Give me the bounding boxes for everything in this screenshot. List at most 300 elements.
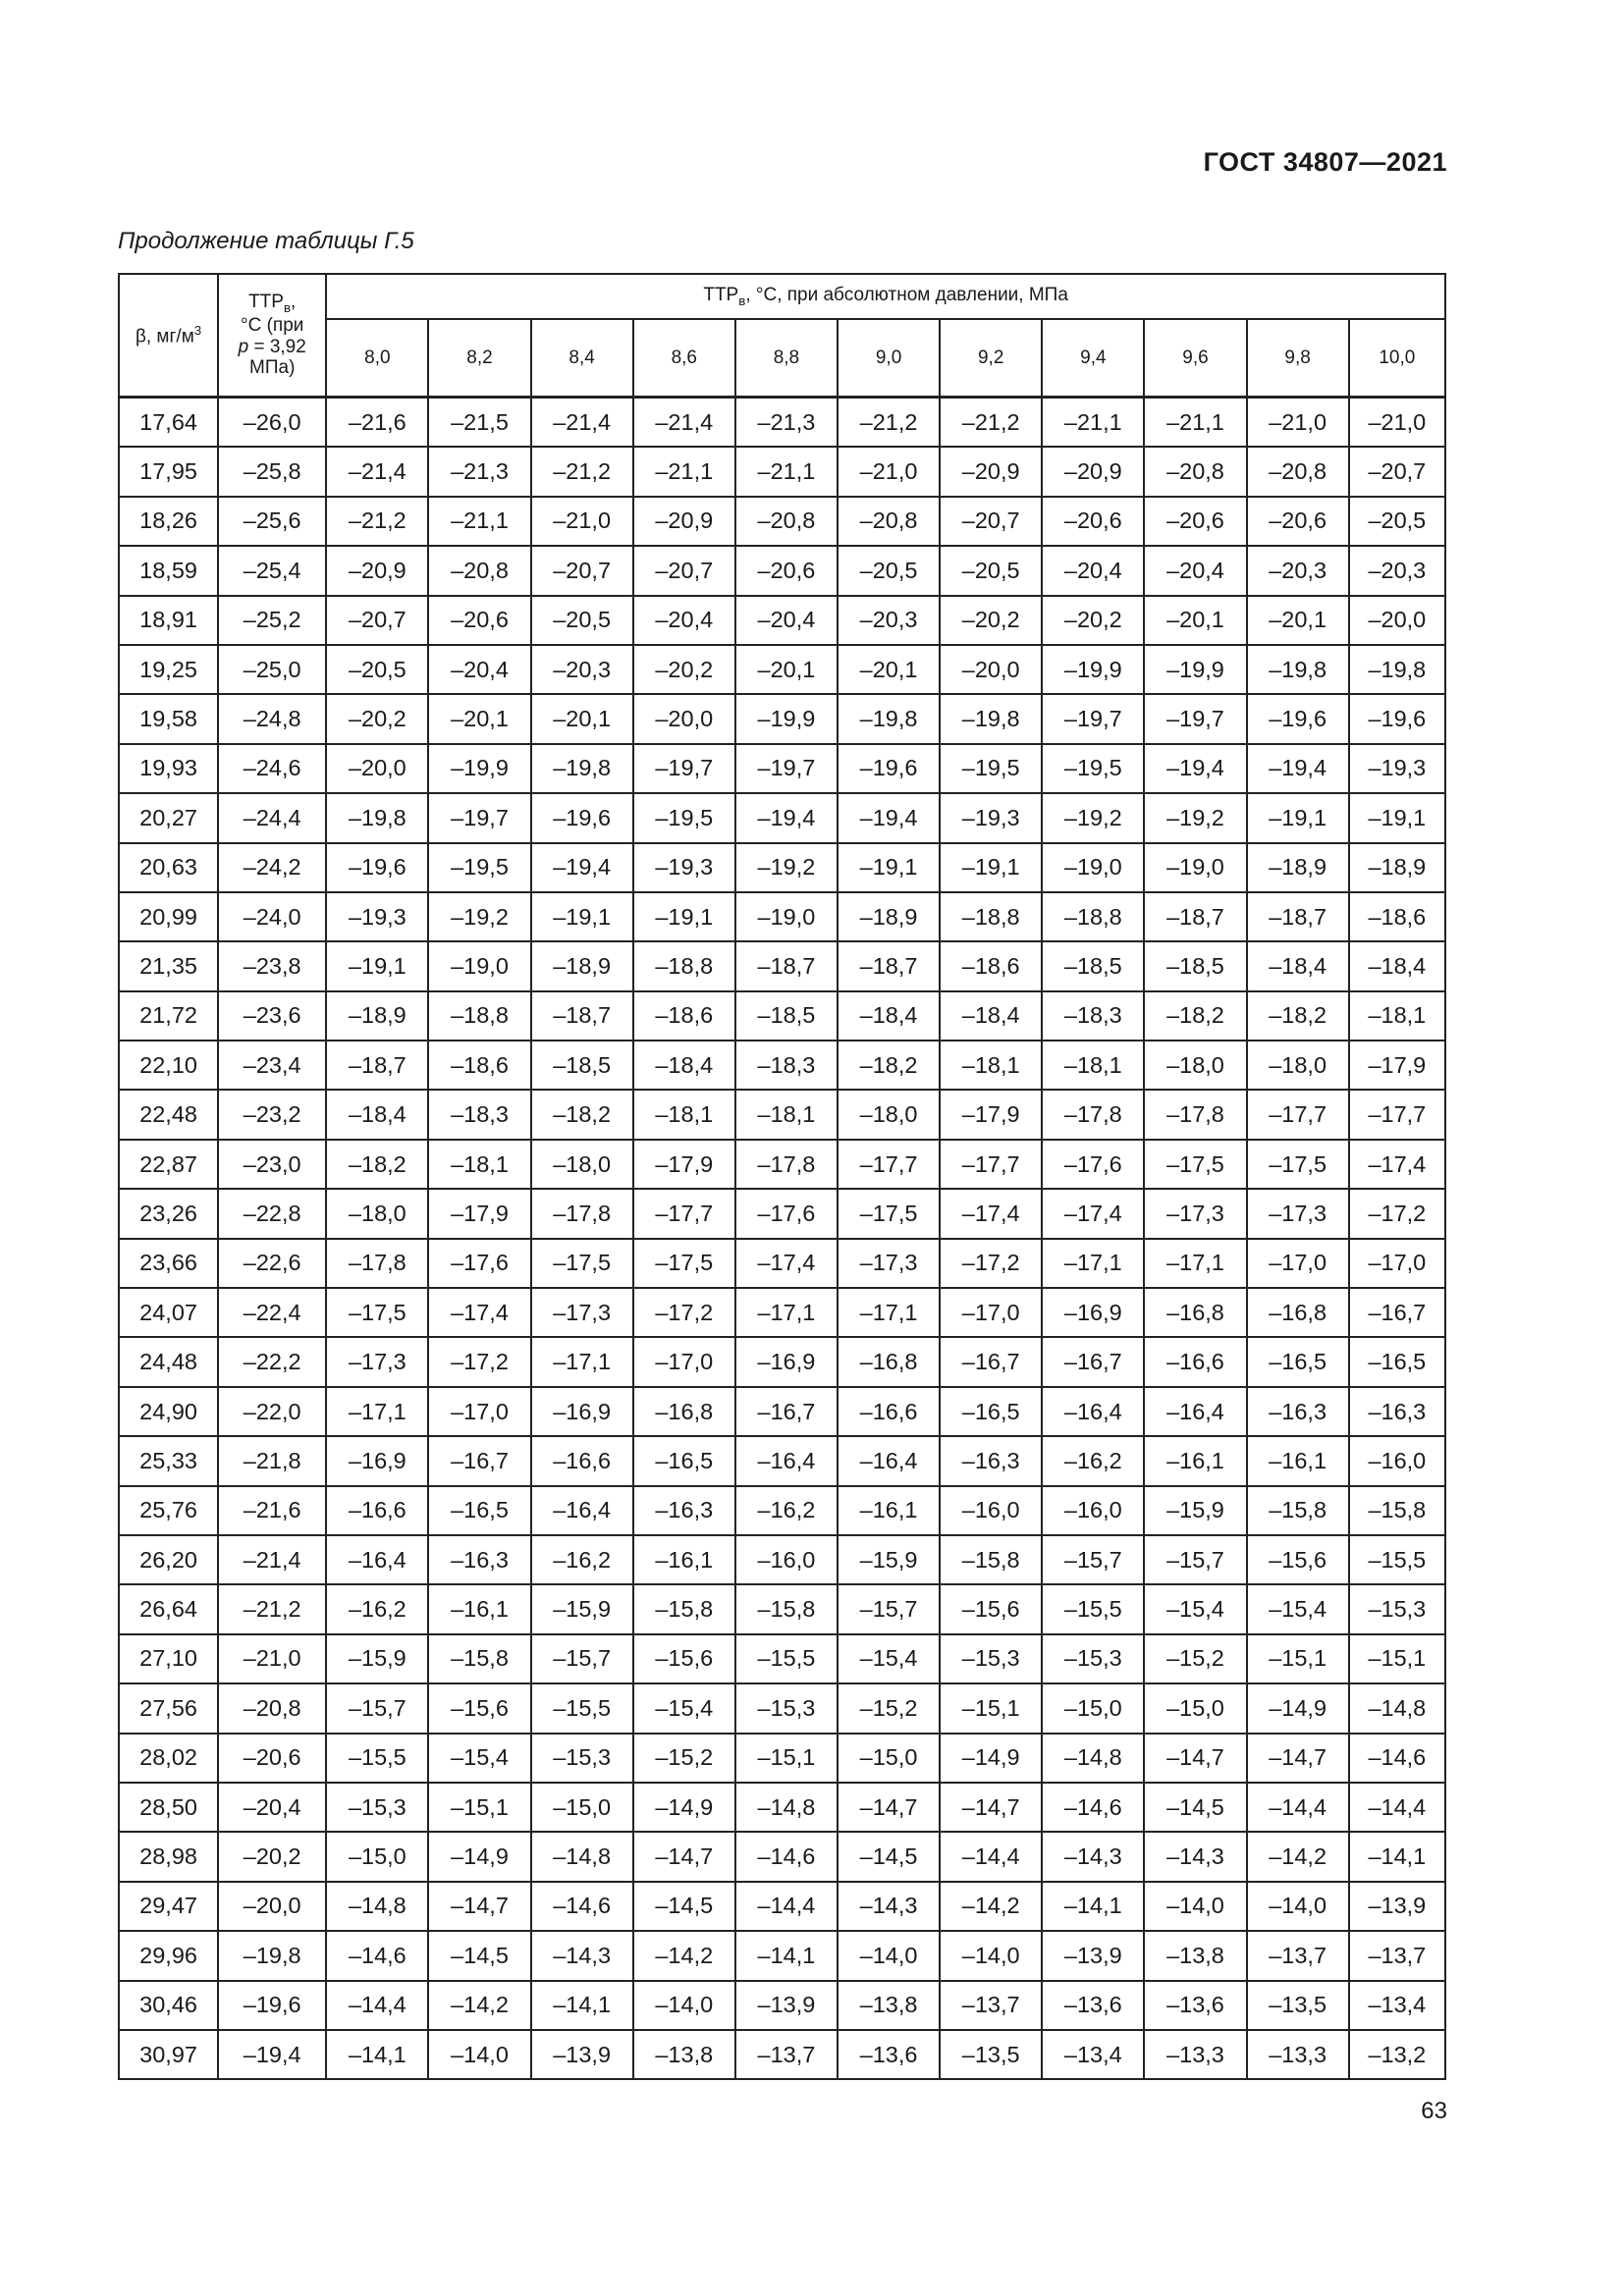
cell-ttr-value: –17,1 [326, 1387, 428, 1436]
cell-ttr-value: –18,2 [326, 1140, 428, 1189]
cell-ttr-value: –21,0 [838, 447, 940, 496]
cell-ttr-value: –19,2 [1144, 793, 1246, 842]
cell-ttr-value: –15,0 [1042, 1683, 1144, 1733]
cell-ttr-value: –19,1 [326, 941, 428, 990]
cell-ttr-value: –19,6 [838, 744, 940, 793]
cell-ttr-value: –21,6 [326, 398, 428, 448]
table-row [119, 1783, 1445, 1832]
cell-ttr-value: –20,7 [633, 546, 735, 595]
cell-ttr-value: –17,9 [428, 1189, 530, 1238]
cell-ttr-value: –15,8 [633, 1584, 735, 1633]
cell-ttr-value: –17,1 [838, 1288, 940, 1337]
cell-ttr-value: –17,0 [1349, 1239, 1445, 1288]
cell-ttr-value: –17,8 [1144, 1090, 1246, 1139]
cell-ttr-value: –16,3 [940, 1436, 1042, 1485]
pressure-header: 8,8 [735, 319, 838, 398]
cell-ttr-value: –15,5 [326, 1734, 428, 1783]
cell-beta: 21,72 [119, 991, 218, 1041]
cell-ttr-value: –15,4 [838, 1634, 940, 1683]
cell-ttr-value: –20,6 [735, 546, 838, 595]
cell-ttr-value: –18,8 [633, 941, 735, 990]
table-row [119, 892, 1445, 941]
cell-ttr-reference: –21,2 [218, 1584, 326, 1633]
cell-ttr-value: –19,2 [1042, 793, 1144, 842]
cell-ttr-value: –16,0 [735, 1535, 838, 1584]
cell-ttr-value: –19,1 [531, 892, 633, 941]
cell-ttr-value: –14,8 [531, 1832, 633, 1881]
table-row [119, 1832, 1445, 1881]
cell-ttr-value: –16,5 [1247, 1337, 1349, 1386]
document-standard-number: ГОСТ 34807—2021 [1203, 147, 1447, 177]
cell-ttr-value: –17,4 [735, 1239, 838, 1288]
table-body [119, 398, 1445, 2080]
cell-ttr-reference: –20,0 [218, 1882, 326, 1931]
cell-ttr-value: –19,0 [428, 941, 530, 990]
cell-ttr-value: –19,6 [1247, 694, 1349, 743]
cell-ttr-value: –19,7 [633, 744, 735, 793]
cell-ttr-value: –15,0 [838, 1734, 940, 1783]
cell-ttr-value: –21,1 [1144, 398, 1246, 448]
cell-ttr-value: –15,4 [633, 1683, 735, 1733]
cell-ttr-value: –18,9 [531, 941, 633, 990]
cell-ttr-value: –21,4 [326, 447, 428, 496]
cell-ttr-value: –18,2 [1144, 991, 1246, 1041]
cell-ttr-value: –21,3 [735, 398, 838, 448]
header-ttr-l3-tail: = 3,92 [248, 336, 306, 357]
cell-ttr-value: –13,2 [1349, 2030, 1445, 2079]
cell-ttr-value: –17,1 [531, 1337, 633, 1386]
cell-ttr-value: –13,7 [940, 1981, 1042, 2030]
cell-ttr-value: –18,5 [1144, 941, 1246, 990]
cell-ttr-value: –15,3 [735, 1683, 838, 1733]
cell-ttr-value: –18,5 [1042, 941, 1144, 990]
cell-ttr-value: –19,4 [1144, 744, 1246, 793]
cell-ttr-value: –19,5 [633, 793, 735, 842]
cell-ttr-value: –16,6 [531, 1436, 633, 1485]
cell-ttr-reference: –23,6 [218, 991, 326, 1041]
cell-ttr-value: –16,1 [1144, 1436, 1246, 1485]
cell-ttr-value: –16,9 [326, 1436, 428, 1485]
cell-ttr-value: –20,6 [428, 596, 530, 645]
cell-beta: 28,50 [119, 1783, 218, 1832]
cell-ttr-value: –17,6 [428, 1239, 530, 1288]
table-row [119, 1189, 1445, 1238]
cell-ttr-value: –20,8 [735, 497, 838, 546]
cell-ttr-value: –17,4 [940, 1189, 1042, 1238]
cell-ttr-value: –18,4 [838, 991, 940, 1041]
cell-ttr-value: –15,6 [1247, 1535, 1349, 1584]
cell-ttr-value: –18,5 [531, 1041, 633, 1090]
cell-ttr-value: –15,6 [940, 1584, 1042, 1633]
cell-ttr-value: –18,4 [633, 1041, 735, 1090]
cell-ttr-value: –19,8 [531, 744, 633, 793]
cell-ttr-value: –21,1 [633, 447, 735, 496]
pressure-header: 9,0 [838, 319, 940, 398]
cell-ttr-value: –16,7 [428, 1436, 530, 1485]
cell-ttr-value: –18,1 [735, 1090, 838, 1139]
cell-ttr-value: –17,1 [1042, 1239, 1144, 1288]
cell-ttr-value: –20,5 [531, 596, 633, 645]
table-row [119, 1734, 1445, 1783]
cell-ttr-value: –18,0 [1247, 1041, 1349, 1090]
cell-ttr-value: –14,6 [735, 1832, 838, 1881]
cell-ttr-value: –21,1 [735, 447, 838, 496]
cell-ttr-value: –19,0 [735, 892, 838, 941]
cell-ttr-value: –20,4 [1042, 546, 1144, 595]
cell-ttr-value: –14,8 [735, 1783, 838, 1832]
cell-ttr-value: –20,5 [940, 546, 1042, 595]
cell-ttr-reference: –23,8 [218, 941, 326, 990]
cell-ttr-value: –17,2 [940, 1239, 1042, 1288]
cell-ttr-value: –19,0 [1144, 843, 1246, 892]
cell-beta: 25,76 [119, 1486, 218, 1535]
cell-ttr-reference: –20,2 [218, 1832, 326, 1881]
cell-ttr-value: –15,1 [735, 1734, 838, 1783]
cell-ttr-value: –20,0 [633, 694, 735, 743]
cell-ttr-value: –17,3 [326, 1337, 428, 1386]
cell-ttr-value: –14,9 [428, 1832, 530, 1881]
cell-ttr-value: –17,1 [1144, 1239, 1246, 1288]
cell-ttr-value: –15,7 [1042, 1535, 1144, 1584]
cell-ttr-value: –14,7 [838, 1783, 940, 1832]
cell-ttr-value: –14,1 [735, 1931, 838, 1980]
cell-ttr-value: –20,3 [531, 645, 633, 694]
cell-ttr-reference: –25,8 [218, 447, 326, 496]
cell-ttr-value: –16,4 [735, 1436, 838, 1485]
cell-ttr-value: –20,8 [1247, 447, 1349, 496]
cell-ttr-reference: –26,0 [218, 398, 326, 448]
cell-ttr-value: –16,9 [735, 1337, 838, 1386]
cell-ttr-reference: –24,0 [218, 892, 326, 941]
cell-ttr-value: –19,5 [428, 843, 530, 892]
table-row [119, 1288, 1445, 1337]
header-group-sub: в [738, 293, 746, 308]
cell-ttr-value: –14,0 [940, 1931, 1042, 1980]
cell-ttr-value: –17,0 [633, 1337, 735, 1386]
cell-ttr-value: –14,4 [1349, 1783, 1445, 1832]
cell-ttr-value: –19,8 [1247, 645, 1349, 694]
table-row [119, 1634, 1445, 1683]
cell-ttr-value: –16,8 [1247, 1288, 1349, 1337]
header-ttr-l1-tail: , [291, 291, 297, 312]
cell-ttr-value: –14,7 [1247, 1734, 1349, 1783]
cell-beta: 23,26 [119, 1189, 218, 1238]
cell-ttr-value: –14,0 [838, 1931, 940, 1980]
cell-ttr-value: –16,6 [1144, 1337, 1246, 1386]
cell-ttr-value: –15,7 [326, 1683, 428, 1733]
cell-ttr-value: –19,6 [326, 843, 428, 892]
cell-ttr-value: –16,3 [1349, 1387, 1445, 1436]
cell-ttr-value: –14,5 [428, 1931, 530, 1980]
cell-ttr-value: –16,1 [1247, 1436, 1349, 1485]
cell-ttr-value: –14,5 [633, 1882, 735, 1931]
cell-ttr-reference: –24,2 [218, 843, 326, 892]
cell-ttr-value: –14,5 [1144, 1783, 1246, 1832]
cell-ttr-value: –16,4 [1144, 1387, 1246, 1436]
cell-ttr-value: –16,4 [838, 1436, 940, 1485]
cell-ttr-value: –17,3 [531, 1288, 633, 1337]
cell-ttr-reference: –22,8 [218, 1189, 326, 1238]
table-row [119, 1436, 1445, 1485]
cell-ttr-value: –15,9 [326, 1634, 428, 1683]
cell-ttr-reference: –23,0 [218, 1140, 326, 1189]
cell-ttr-value: –19,1 [1349, 793, 1445, 842]
cell-ttr-value: –20,8 [838, 497, 940, 546]
cell-ttr-value: –16,8 [1144, 1288, 1246, 1337]
cell-ttr-value: –15,3 [531, 1734, 633, 1783]
cell-ttr-value: –19,8 [1349, 645, 1445, 694]
cell-beta: 28,98 [119, 1832, 218, 1881]
cell-beta: 30,97 [119, 2030, 218, 2079]
cell-ttr-value: –19,9 [735, 694, 838, 743]
header-ttr-l1: ТТР [248, 291, 284, 312]
cell-ttr-value: –15,0 [531, 1783, 633, 1832]
table-row [119, 744, 1445, 793]
cell-ttr-value: –18,6 [940, 941, 1042, 990]
cell-ttr-value: –13,3 [1144, 2030, 1246, 2079]
cell-ttr-value: –15,8 [1349, 1486, 1445, 1535]
cell-ttr-value: –18,7 [1144, 892, 1246, 941]
cell-beta: 18,59 [119, 546, 218, 595]
cell-ttr-value: –17,4 [1349, 1140, 1445, 1189]
pressure-header: 8,6 [633, 319, 735, 398]
cell-ttr-value: –16,4 [326, 1535, 428, 1584]
cell-ttr-value: –17,3 [838, 1239, 940, 1288]
table-row [119, 793, 1445, 842]
header-row-group [119, 274, 1445, 319]
cell-ttr-value: –20,1 [735, 645, 838, 694]
cell-ttr-value: –17,7 [838, 1140, 940, 1189]
cell-ttr-reference: –19,6 [218, 1981, 326, 2030]
cell-ttr-value: –17,8 [735, 1140, 838, 1189]
table-caption: Продолжение таблицы Г.5 [118, 228, 414, 254]
cell-ttr-value: –21,0 [1349, 398, 1445, 448]
cell-ttr-value: –14,7 [1144, 1734, 1246, 1783]
cell-ttr-reference: –21,6 [218, 1486, 326, 1535]
cell-ttr-value: –16,7 [1349, 1288, 1445, 1337]
cell-ttr-value: –19,2 [428, 892, 530, 941]
cell-ttr-value: –17,5 [1247, 1140, 1349, 1189]
cell-ttr-value: –20,4 [633, 596, 735, 645]
cell-ttr-value: –19,3 [633, 843, 735, 892]
cell-ttr-value: –17,8 [326, 1239, 428, 1288]
cell-ttr-value: –16,7 [1042, 1337, 1144, 1386]
cell-ttr-value: –20,3 [838, 596, 940, 645]
cell-beta: 24,07 [119, 1288, 218, 1337]
cell-ttr-value: –17,5 [1144, 1140, 1246, 1189]
cell-ttr-value: –19,1 [838, 843, 940, 892]
cell-ttr-value: –15,3 [1349, 1584, 1445, 1633]
cell-ttr-value: –15,0 [1144, 1683, 1246, 1733]
cell-ttr-value: –17,7 [940, 1140, 1042, 1189]
cell-ttr-value: –19,4 [1247, 744, 1349, 793]
cell-ttr-value: –20,8 [428, 546, 530, 595]
cell-ttr-value: –15,5 [1042, 1584, 1144, 1633]
cell-ttr-value: –16,2 [326, 1584, 428, 1633]
pressure-header: 9,6 [1144, 319, 1246, 398]
cell-beta: 22,87 [119, 1140, 218, 1189]
cell-ttr-value: –18,8 [428, 991, 530, 1041]
cell-beta: 24,48 [119, 1337, 218, 1386]
cell-beta: 19,93 [119, 744, 218, 793]
cell-ttr-value: –19,1 [940, 843, 1042, 892]
pressure-header: 8,0 [326, 319, 428, 398]
cell-ttr-reference: –19,8 [218, 1931, 326, 1980]
cell-ttr-value: –16,4 [531, 1486, 633, 1535]
cell-ttr-value: –18,7 [838, 941, 940, 990]
cell-ttr-value: –16,6 [326, 1486, 428, 1535]
cell-ttr-value: –14,0 [633, 1981, 735, 2030]
cell-ttr-value: –13,6 [1144, 1981, 1246, 2030]
cell-ttr-value: –20,5 [838, 546, 940, 595]
cell-ttr-value: –17,5 [633, 1239, 735, 1288]
cell-ttr-value: –13,4 [1042, 2030, 1144, 2079]
cell-ttr-reference: –25,0 [218, 645, 326, 694]
cell-ttr-value: –13,8 [633, 2030, 735, 2079]
cell-ttr-value: –14,2 [633, 1931, 735, 1980]
page-number: 63 [1421, 2098, 1447, 2124]
cell-ttr-value: –15,4 [428, 1734, 530, 1783]
cell-ttr-value: –15,7 [531, 1634, 633, 1683]
cell-ttr-value: –20,2 [1042, 596, 1144, 645]
cell-ttr-value: –17,2 [428, 1337, 530, 1386]
cell-ttr-value: –16,9 [1042, 1288, 1144, 1337]
cell-ttr-value: –17,4 [428, 1288, 530, 1337]
cell-ttr-value: –15,3 [1042, 1634, 1144, 1683]
cell-ttr-value: –21,1 [1042, 398, 1144, 448]
cell-ttr-value: –13,3 [1247, 2030, 1349, 2079]
table-row [119, 596, 1445, 645]
pressure-header: 10,0 [1349, 319, 1445, 398]
cell-ttr-value: –17,9 [633, 1140, 735, 1189]
cell-ttr-value: –20,1 [1247, 596, 1349, 645]
cell-ttr-value: –18,0 [838, 1090, 940, 1139]
cell-ttr-value: –18,1 [1349, 991, 1445, 1041]
cell-ttr-value: –19,4 [735, 793, 838, 842]
cell-ttr-reference: –21,0 [218, 1634, 326, 1683]
cell-ttr-value: –17,5 [326, 1288, 428, 1337]
cell-beta: 20,63 [119, 843, 218, 892]
cell-ttr-value: –15,3 [940, 1634, 1042, 1683]
cell-ttr-value: –20,0 [326, 744, 428, 793]
cell-ttr-value: –16,5 [633, 1436, 735, 1485]
cell-ttr-value: –20,2 [633, 645, 735, 694]
cell-ttr-value: –16,5 [940, 1387, 1042, 1436]
cell-ttr-value: –19,6 [1349, 694, 1445, 743]
cell-ttr-value: –20,8 [1144, 447, 1246, 496]
cell-ttr-value: –13,6 [1042, 1981, 1144, 2030]
cell-ttr-value: –18,4 [326, 1090, 428, 1139]
cell-ttr-value: –21,5 [428, 398, 530, 448]
data-table [118, 273, 1446, 2080]
cell-ttr-value: –17,2 [633, 1288, 735, 1337]
cell-ttr-reference: –24,4 [218, 793, 326, 842]
cell-ttr-value: –14,4 [735, 1882, 838, 1931]
cell-ttr-value: –19,7 [428, 793, 530, 842]
cell-beta: 18,91 [119, 596, 218, 645]
cell-ttr-value: –19,1 [1247, 793, 1349, 842]
cell-ttr-value: –14,0 [428, 2030, 530, 2079]
pressure-header: 8,4 [531, 319, 633, 398]
cell-ttr-value: –13,7 [1247, 1931, 1349, 1980]
cell-ttr-value: –18,8 [1042, 892, 1144, 941]
table-row [119, 1337, 1445, 1386]
cell-ttr-reference: –22,4 [218, 1288, 326, 1337]
cell-ttr-value: –16,1 [838, 1486, 940, 1535]
cell-ttr-value: –16,2 [531, 1535, 633, 1584]
cell-ttr-value: –18,9 [326, 991, 428, 1041]
cell-ttr-value: –13,7 [1349, 1931, 1445, 1980]
cell-ttr-value: –20,9 [633, 497, 735, 546]
cell-ttr-value: –14,9 [940, 1734, 1042, 1783]
cell-ttr-value: –18,0 [1144, 1041, 1246, 1090]
cell-ttr-value: –17,7 [633, 1189, 735, 1238]
cell-ttr-value: –15,7 [1144, 1535, 1246, 1584]
cell-ttr-value: –19,8 [940, 694, 1042, 743]
cell-ttr-value: –20,3 [1247, 546, 1349, 595]
cell-ttr-value: –19,6 [531, 793, 633, 842]
cell-ttr-value: –20,0 [1349, 596, 1445, 645]
cell-beta: 24,90 [119, 1387, 218, 1436]
cell-ttr-value: –14,6 [1042, 1783, 1144, 1832]
cell-ttr-value: –14,9 [1247, 1683, 1349, 1733]
cell-beta: 20,27 [119, 793, 218, 842]
cell-ttr-value: –15,9 [1144, 1486, 1246, 1535]
cell-ttr-value: –14,1 [531, 1981, 633, 2030]
cell-ttr-value: –21,2 [531, 447, 633, 496]
cell-ttr-value: –18,5 [735, 991, 838, 1041]
cell-ttr-value: –18,2 [531, 1090, 633, 1139]
table-row [119, 2030, 1445, 2079]
header-ttr-reference [218, 274, 326, 398]
cell-ttr-value: –15,4 [1144, 1584, 1246, 1633]
cell-ttr-value: –16,5 [428, 1486, 530, 1535]
header-beta-unit-power: 3 [193, 322, 202, 338]
cell-ttr-value: –16,6 [838, 1387, 940, 1436]
cell-ttr-value: –19,1 [633, 892, 735, 941]
cell-ttr-value: –15,5 [735, 1634, 838, 1683]
cell-beta: 17,95 [119, 447, 218, 496]
cell-ttr-reference: –25,2 [218, 596, 326, 645]
cell-ttr-value: –16,1 [428, 1584, 530, 1633]
cell-ttr-value: –13,9 [1042, 1931, 1144, 1980]
cell-ttr-reference: –22,0 [218, 1387, 326, 1436]
cell-ttr-value: –14,7 [940, 1783, 1042, 1832]
cell-ttr-value: –20,7 [326, 596, 428, 645]
cell-ttr-value: –20,5 [326, 645, 428, 694]
header-ttr-l1-sub: в [283, 299, 292, 315]
cell-ttr-value: –15,8 [735, 1584, 838, 1633]
header-ttr-l2: °С (при [241, 314, 304, 336]
cell-ttr-value: –17,3 [1144, 1189, 1246, 1238]
cell-beta: 29,47 [119, 1882, 218, 1931]
cell-ttr-value: –17,9 [1349, 1041, 1445, 1090]
table-row [119, 1140, 1445, 1189]
cell-ttr-value: –14,4 [940, 1832, 1042, 1881]
cell-ttr-value: –14,3 [531, 1931, 633, 1980]
cell-ttr-value: –16,0 [940, 1486, 1042, 1535]
cell-ttr-value: –20,4 [735, 596, 838, 645]
cell-ttr-value: –16,0 [1349, 1436, 1445, 1485]
cell-ttr-value: –19,3 [1349, 744, 1445, 793]
table-row [119, 1239, 1445, 1288]
cell-ttr-reference: –22,2 [218, 1337, 326, 1386]
cell-ttr-value: –17,9 [940, 1090, 1042, 1139]
cell-ttr-value: –16,3 [1247, 1387, 1349, 1436]
cell-ttr-value: –16,3 [428, 1535, 530, 1584]
cell-ttr-value: –16,1 [633, 1535, 735, 1584]
cell-ttr-value: –19,7 [735, 744, 838, 793]
